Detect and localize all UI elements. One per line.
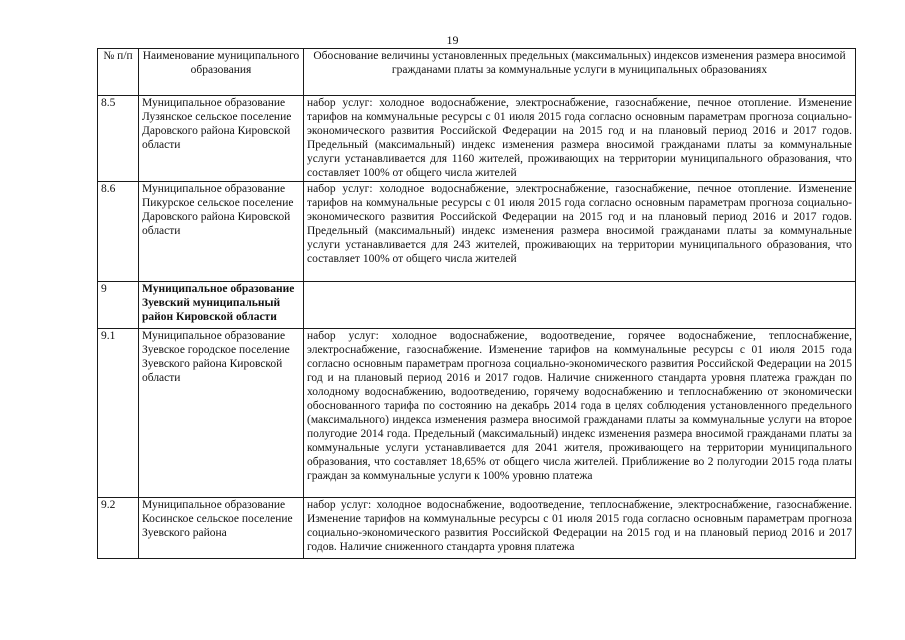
table-row-section xyxy=(98,282,856,329)
justification-text: набор услуг: холодное водоснабжение, электроснабжение, газоснабжение, печное отопление. Изменение тарифов на коммунальные ресурсы с 01 июля 2015 года согласно основным параметрам прогноза социально-экономического развития Российской Федерации на 2015 год и на плановый период 2016 и 2017 годов. Предельный (максимальный) индекс изменения размера вносимой гражданами платы за коммунальные услуги устанавливается для 243 жителей, проживающих на территории муниципального образования, что составляет 100% от общего числа жителей xyxy=(304,182,856,282)
header-municipality: Наименование муниципального образования xyxy=(139,49,304,96)
row-number: 8.6 xyxy=(98,182,139,282)
municipality-name: Муниципальное образование Зуевское городское поселение Зуевского района Кировской области xyxy=(139,329,304,498)
header-justification: Обоснование величины установленных предельных (максимальных) индексов изменения размера вносимой гражданами платы за коммунальные услуги в муниципальных образованиях xyxy=(304,49,856,96)
tariff-index-table xyxy=(97,48,856,559)
municipality-name: Муниципальное образование Пикурское сельское поселение Даровского района Кировской области xyxy=(139,182,304,282)
table-row xyxy=(98,329,856,498)
table-row xyxy=(98,182,856,282)
table-header-row xyxy=(98,49,856,96)
page-number: 19 xyxy=(446,33,459,47)
municipality-name: Муниципальное образование Зуевский муниципальный район Кировской области xyxy=(139,282,304,329)
justification-text: набор услуг: холодное водоснабжение, водоотведение, горячее водоснабжение, теплоснабжение, электроснабжение, газоснабжение. Изменение тарифов на коммунальные ресурсы с 01 июля 2015 года согласно основным параметрам прогноза социально-экономического развития Российской Федерации на 2015 год и на плановый период 2016 и 2017 годов. Наличие сниженного стандарта уровня платежа граждан по холодному водоснабжению, водоотведению, горячему водоснабжению и теплоснабжению от экономически обоснованного тарифа по состоянию на декабрь 2014 года в целях соблюдения установленного предельного (максимального) индекса изменения размера вносимой гражданами платы за коммунальные услуги на второе полугодие 2014 года. Предельный (максимальный) индекс изменения размера вносимой гражданами платы за коммунальные услуги устанавливается для 2041 жителя, проживающего на территории муниципального образования, что составляет 18,65% от общего числа жителей. Приближение во 2 полугодии 2015 года платы граждан за коммунальные услуги к 100% уровню платежа xyxy=(304,329,856,498)
table-row xyxy=(98,498,856,559)
row-number: 9.2 xyxy=(98,498,139,559)
justification-text xyxy=(304,282,856,329)
row-number: 8.5 xyxy=(98,96,139,182)
justification-text: набор услуг: холодное водоснабжение, электроснабжение, газоснабжение, печное отопление. Изменение тарифов на коммунальные ресурсы с 01 июля 2015 года согласно основным параметрам прогноза социально-экономического развития Российской Федерации на 2015 год и на плановый период 2016 и 2017 годов. Предельный (максимальный) индекс изменения размера вносимой гражданами платы за коммунальные услуги устанавливается для 1160 жителей, проживающих на территории муниципального образования, что составляет 100% от общего числа жителей xyxy=(304,96,856,182)
row-number: 9.1 xyxy=(98,329,139,498)
municipality-name: Муниципальное образование Косинское сельское поселение Зуевского района xyxy=(139,498,304,559)
header-number: № п/п xyxy=(98,49,139,96)
municipality-name: Муниципальное образование Лузянское сельское поселение Даровского района Кировской области xyxy=(139,96,304,182)
table-row xyxy=(98,96,856,182)
row-number: 9 xyxy=(98,282,139,329)
justification-text: набор услуг: холодное водоснабжение, водоотведение, теплоснабжение, электроснабжение, газоснабжение. Изменение тарифов на коммунальные ресурсы с 01 июля 2015 года согласно основным параметрам прогноза социально-экономического развития Российской Федерации на 2015 год и на плановый период 2016 и 2017 годов. Наличие сниженного стандарта уровня платежа xyxy=(304,498,856,559)
